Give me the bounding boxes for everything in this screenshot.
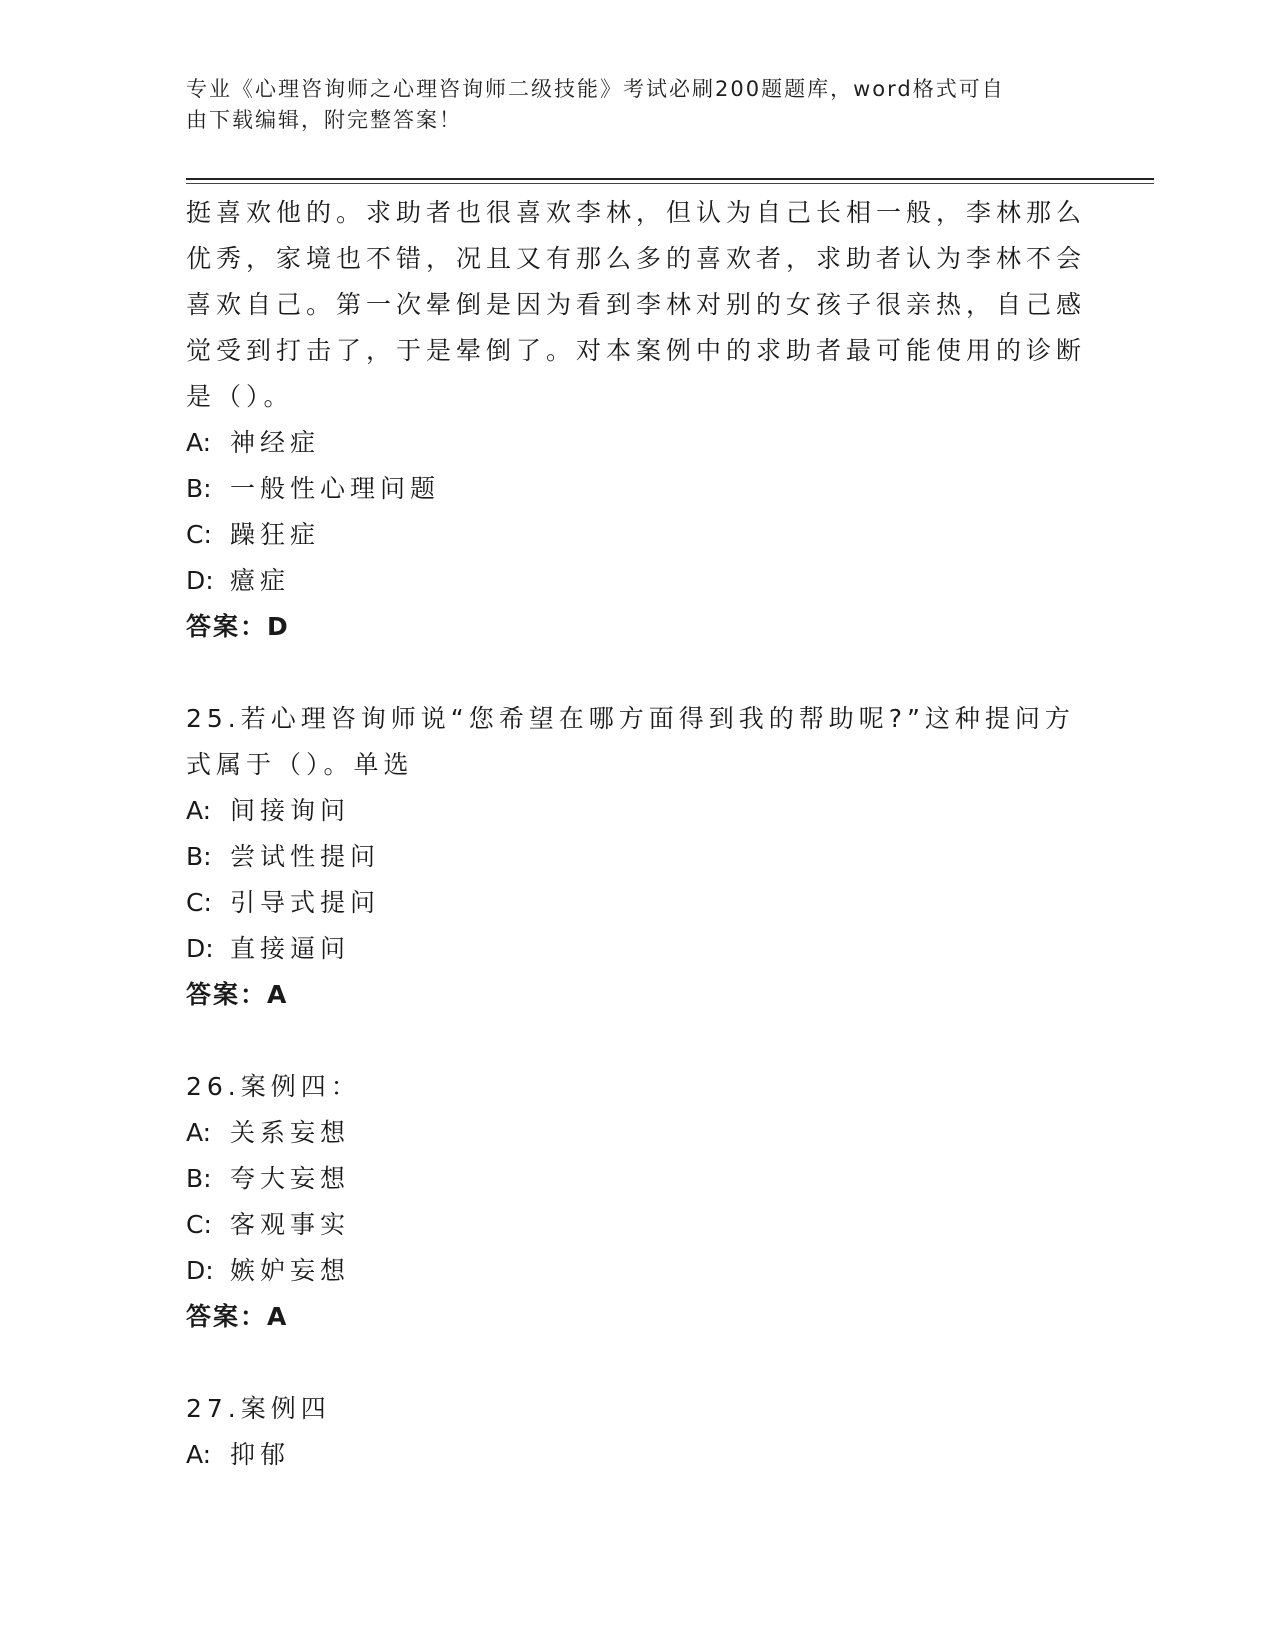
option-text: 嫉妒妄想 xyxy=(230,1256,351,1285)
option-letter: A: xyxy=(186,1118,212,1147)
option-a xyxy=(186,788,1066,834)
question-continued xyxy=(186,190,1087,650)
question-text-line: 挺喜欢他的。求助者也很喜欢李林，但认为自己长相一般，李林那么 xyxy=(186,198,1087,227)
option-b xyxy=(186,834,1066,880)
header-rule-thick xyxy=(186,178,1154,180)
option-text: 癔症 xyxy=(230,566,291,595)
option-letter: D: xyxy=(186,566,214,595)
option-text: 直接逼问 xyxy=(230,934,351,963)
header-line-2: 由下载编辑，附完整答案！ xyxy=(186,108,462,132)
option-d xyxy=(186,1248,1066,1294)
option-text: 间接询问 xyxy=(230,796,351,825)
answer-line: 答案：A xyxy=(186,1302,289,1331)
option-letter: D: xyxy=(186,934,214,963)
answer-line: 答案：A xyxy=(186,980,289,1009)
option-b xyxy=(186,1156,1066,1202)
question-26 xyxy=(186,1064,1066,1340)
question-spacer xyxy=(186,650,1066,696)
option-a xyxy=(186,420,1066,466)
option-letter: B: xyxy=(186,474,212,503)
option-d xyxy=(186,926,1066,972)
option-text: 抑郁 xyxy=(230,1440,291,1469)
option-letter: D: xyxy=(186,1256,214,1285)
option-text: 客观事实 xyxy=(230,1210,351,1239)
question-text-line: 27.案例四 xyxy=(186,1394,331,1423)
option-b xyxy=(186,466,1066,512)
question-text-line: 觉受到打击了，于是晕倒了。对本案例中的求助者最可能使用的诊断 xyxy=(186,336,1087,365)
option-text: 尝试性提问 xyxy=(230,842,381,871)
document-body xyxy=(186,190,1087,1478)
option-text: 关系妄想 xyxy=(230,1118,351,1147)
option-d xyxy=(186,558,1066,604)
option-text: 躁狂症 xyxy=(230,520,321,549)
question-text-line: 式属于（）。单选 xyxy=(186,750,414,779)
question-text-line: 26.案例四： xyxy=(186,1072,361,1101)
header-rule-thin xyxy=(186,183,1154,184)
option-letter: B: xyxy=(186,842,212,871)
option-text: 神经症 xyxy=(230,428,321,457)
option-letter: C: xyxy=(186,888,212,917)
option-letter: A: xyxy=(186,1440,212,1469)
question-spacer xyxy=(186,1018,1066,1064)
question-text-line: 是（）。 xyxy=(186,382,294,411)
question-text-line: 优秀，家境也不错，况且又有那么多的喜欢者，求助者认为李林不会 xyxy=(186,244,1087,273)
question-25 xyxy=(186,696,1075,1018)
question-27 xyxy=(186,1386,1066,1478)
option-letter: A: xyxy=(186,428,212,457)
document-header xyxy=(186,74,1066,136)
option-text: 夸大妄想 xyxy=(230,1164,351,1193)
question-spacer xyxy=(186,1340,1066,1386)
header-line-1: 专业《心理咨询师之心理咨询师二级技能》考试必刷200题题库，word格式可自 xyxy=(186,77,1005,101)
option-letter: B: xyxy=(186,1164,212,1193)
option-letter: A: xyxy=(186,796,212,825)
question-text-line: 25.若心理咨询师说“您希望在哪方面得到我的帮助呢?”这种提问方 xyxy=(186,704,1075,733)
option-c xyxy=(186,512,1066,558)
question-text-line: 喜欢自己。第一次晕倒是因为看到李林对别的女孩子很亲热，自己感 xyxy=(186,290,1087,319)
option-c xyxy=(186,1202,1066,1248)
option-c xyxy=(186,880,1066,926)
answer-line: 答案：D xyxy=(186,612,290,641)
option-text: 一般性心理问题 xyxy=(230,474,441,503)
option-a xyxy=(186,1110,1066,1156)
option-a xyxy=(186,1432,1066,1478)
option-letter: C: xyxy=(186,520,212,549)
option-text: 引导式提问 xyxy=(230,888,381,917)
option-letter: C: xyxy=(186,1210,212,1239)
